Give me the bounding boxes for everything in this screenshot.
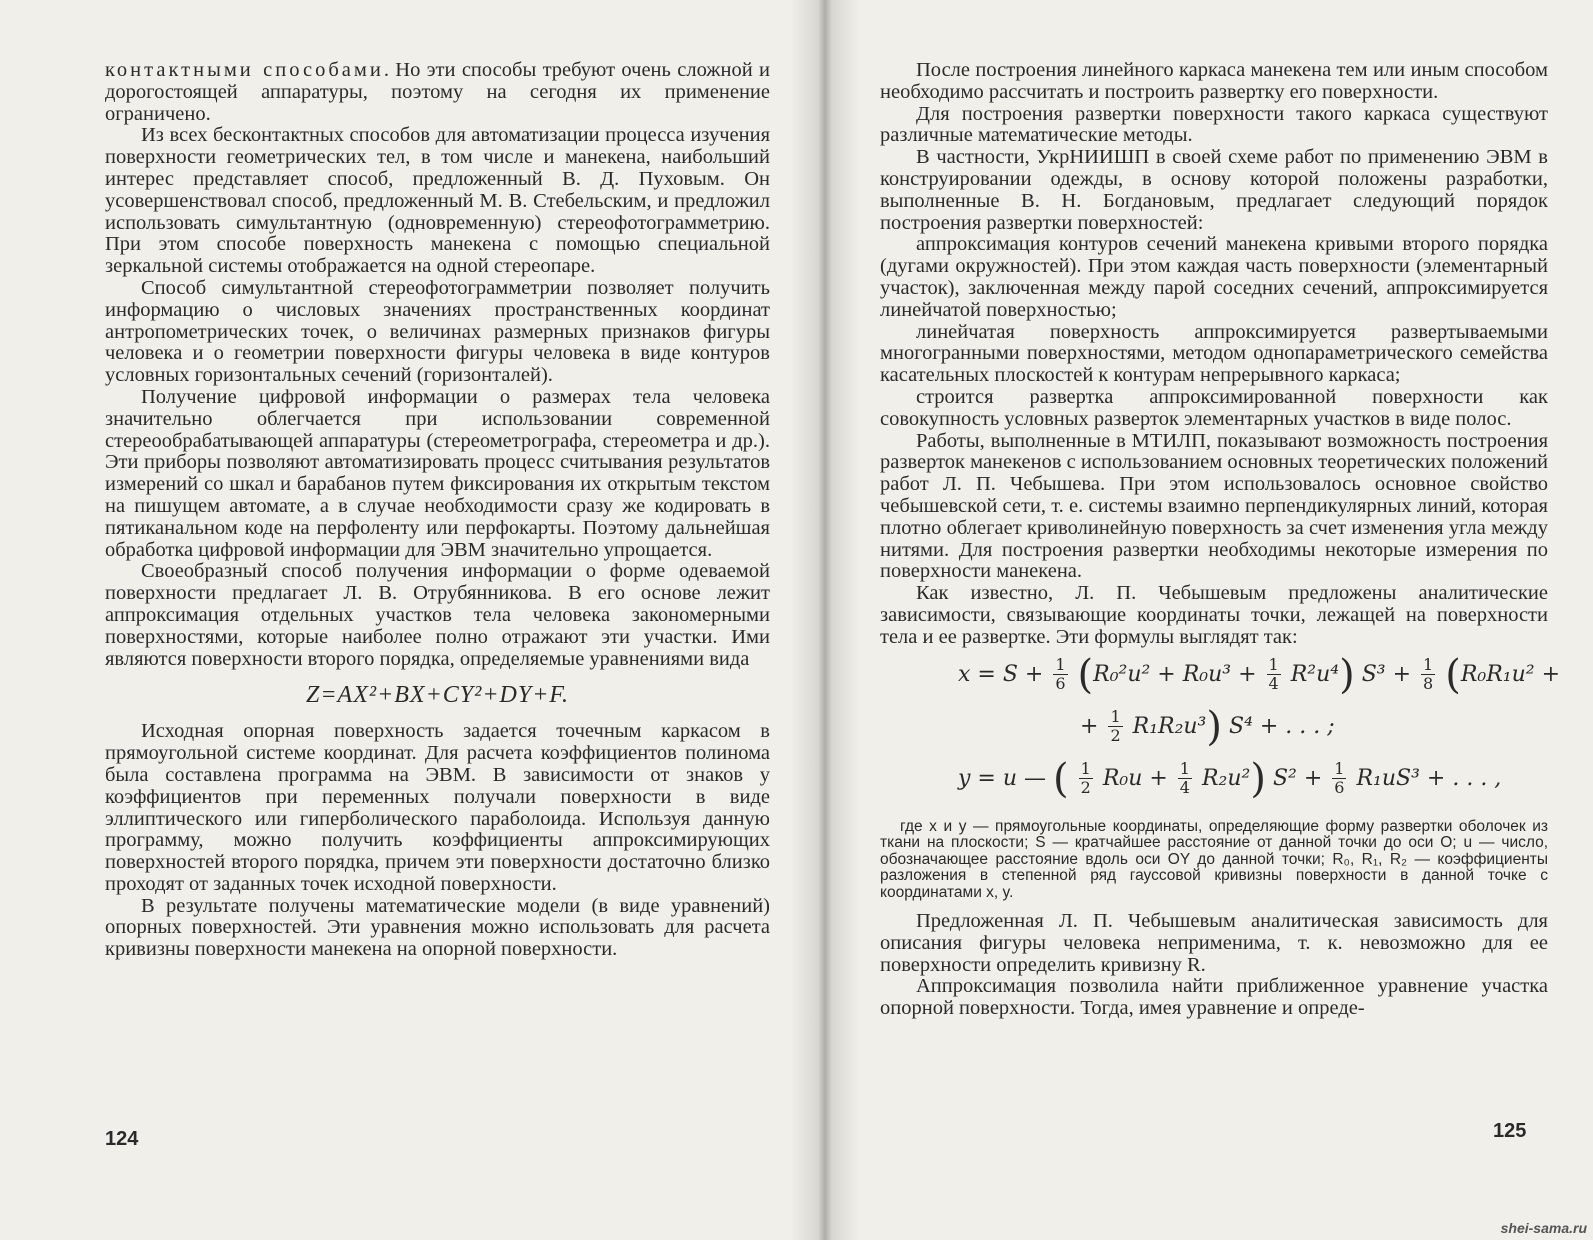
paren: ) (1339, 651, 1355, 698)
formula-line-x-continued (880, 703, 1548, 759)
formula-text: + (1080, 713, 1099, 739)
fraction-denominator: 6 (1055, 674, 1066, 694)
paragraph: После построения линейного каркаса манекена тем или иным способом необходимо рассчитать и построить развертку его поверхности. (880, 59, 1548, 103)
paragraph: Как известно, Л. П. Чебышевым предложены аналитические зависимости, связывающие координаты точки, лежащей на поверхности тела и ее развертке. Эти формулы выглядят так: (880, 582, 1548, 648)
fraction-numerator: 1 (1268, 655, 1279, 675)
fraction-denominator: 2 (1110, 726, 1121, 746)
paren: ( (1053, 755, 1069, 802)
formula-text: R₁R₂u³ (1132, 713, 1207, 739)
formula-line-y (880, 755, 1548, 811)
fraction-denominator: 4 (1179, 778, 1190, 798)
fraction-denominator: 4 (1268, 674, 1279, 694)
paragraph: В частности, УкрНИИШП в своей схеме работ по применению ЭВМ в конструировании одежды, в основу которой положены разработки, выполненные В. Н. Богдановым, предлагает следующий порядок построения развертки поверхностей: (880, 146, 1548, 234)
paragraph: Для построения развертки поверхности такого каркаса существуют различные математические методы. (880, 102, 1548, 147)
book-gutter (790, 0, 860, 1240)
paragraph: аппроксимация контуров сечений манекена кривыми второго порядка (дугами окружностей). При этом каждая часть поверхности (элементарный участок), заключенная между парой соседних сечений, аппроксимируется линейчатой поверхностью; (880, 233, 1548, 321)
chebyshev-formulas (880, 651, 1561, 811)
fraction-numerator: 1 (1110, 707, 1121, 727)
formula-text: S² + (1272, 765, 1323, 791)
formula-text: R²u⁴ (1290, 661, 1340, 687)
fraction (1079, 760, 1093, 797)
fraction (1108, 708, 1122, 745)
paragraph: строится развертка аппроксимированной поверхности как совокупность условных разверток элементарных участков в виде полос. (880, 385, 1548, 430)
spaced-lead: контактными способами (105, 59, 384, 81)
page-number-left: 124 (105, 1128, 139, 1150)
paragraph: Своеобразный способ получения информации о форме одеваемой поверхности предлагает Л. В. Отрубянникова. В его основе лежит аппроксимация отдельных участков тела человека закономерными поверхностями, которые наиболее полно отражают эти участки. Ими являются поверхности второго порядка, определяемые уравнениями вида (105, 560, 770, 670)
fraction-numerator: 1 (1423, 655, 1434, 675)
paragraph: Способ симультантной стереофотограмметрии позволяет получить информацию о числовых значениях пространственных координат антропометрических точек, о величинах размерных признаков фигуры человека и о геометрии поверхности фигуры человека в виде контуров условных горизонтальных сечений (горизонталей). (105, 276, 770, 387)
formula-text: R₀u + (1102, 765, 1168, 791)
paren: ( (1445, 651, 1461, 698)
page-number-right: 125 (1493, 1120, 1527, 1142)
paragraph: линейчатая поверхность аппроксимируется развертываемыми многогранными поверхностями, методом однопараметрического семейства касательных плоскостей к контурам непрерывного каркаса; (880, 320, 1548, 387)
formula-line-x (880, 651, 1561, 707)
paren: ) (1250, 755, 1266, 802)
equation: Z=AX²+BX+CY²+DY+F. (306, 682, 569, 709)
paragraph: В результате получены математические модели (в виде уравнений) опорных поверхностей. Эти уравнения можно использовать для расчета кривизны поверхности манекена на опорной поверхности. (105, 894, 770, 961)
paragraph-text: . Но эти способы требуют очень сложной и дорогостоящей аппаратуры, поэтому на сегодня их применение ограничено. (105, 59, 771, 125)
fraction-denominator: 6 (1334, 778, 1345, 798)
fraction (1178, 760, 1192, 797)
paragraph: Аппроксимация позволила найти приближенное уравнение участка опорной поверхности. Тогда, имея уравнение и опреде- (880, 975, 1548, 1020)
formula-text: R₂u² (1201, 765, 1251, 791)
paragraph (105, 60, 770, 125)
footnote: где x и y — прямоугольные координаты, определяющие форму развертки оболочек из ткани на плоскости; S — кратчайшее расстояние от данной точки до оси O; u — число, обозначающее расстояние вдоль оси OY до данной точки; R₀, R₁, R₂ — коэффициенты разложения в степенной ряд гауссовой кривизны поверхности в данной точке с координатами x, y. (880, 817, 1548, 901)
fraction-numerator: 1 (1055, 655, 1066, 675)
formula-text: R₁uS³ + . . . , (1356, 765, 1502, 791)
fraction (1053, 656, 1067, 693)
paren: ) (1206, 703, 1222, 750)
left-page (105, 60, 770, 961)
fraction-denominator: 8 (1423, 674, 1434, 694)
fraction-numerator: 1 (1080, 759, 1091, 779)
formula-text: x = S + (958, 661, 1044, 687)
fraction-numerator: 1 (1179, 759, 1190, 779)
fraction (1332, 760, 1346, 797)
fraction-denominator: 2 (1080, 778, 1091, 798)
paragraph: Исходная опорная поверхность задается точечным каркасом в прямоугольной системе координат. Для расчета коэффициентов полинома была составлена программа на ЭВМ. В зависимости от знаков у коэффициентов при переменных получали поверхности в виде эллиптического или гиперболического параболоида. Используя данную программу, можно получить коэффициенты аппроксимирующих поверхностей второго порядка, причем эти поверхности достаточно близко проходят от заданных точек исходной поверхности. (105, 720, 770, 895)
right-page (880, 59, 1561, 1020)
paragraph: Получение цифровой информации о размерах тела человека значительно облегчается при использовании современной стереообрабатывающей аппаратуры (стереометрографа, стереометра и др.). Эти приборы позволяют автоматизировать процесс считывания результатов измерений со шкал и барабанов путем фиксирования их открытым текстом на пишущем автомате, а в случае необходимости сразу же кодировать в пятиканальном коде на перфоленту или перфокарты. Поэтому дальнейшая обработка цифровой информации для ЭВМ значительно упрощается. (105, 385, 770, 561)
watermark: shei-sama.ru (1500, 1220, 1587, 1236)
formula-text: R₀²u² + R₀u³ + (1093, 661, 1257, 687)
formula-text: R₀R₁u² + (1460, 661, 1561, 687)
paragraph: Работы, выполненные в МТИЛП, показывают возможность построения разверток манекенов с использованием основных теоретических положений работ Л. П. Чебышева. При этом использовалось основное свойство чебышевской сети, т. е. системы взаимно перпендикулярных линий, которая плотно облегает криволинейную поверхность за счет изменения угла между нитями. Для построения развертки необходимы некоторые измерения по поверхности манекена. (880, 429, 1548, 583)
paragraph: Из всех бесконтактных способов для автоматизации процесса изучения поверхности геометрических тел, в том числе и манекена, наибольший интерес представляет способ, предложенный В. Д. Пуховым. Он усовершенствовал способ, предложенный М. В. Стебельским, и предложил использовать симультантную (одновременную) стереофотограмметрию. При этом способе поверхность манекена с помощью специальной зеркальной системы отображается на одной стереопаре. (105, 124, 770, 278)
formula-text: S³ + (1361, 661, 1412, 687)
formula-text: y = u — (958, 765, 1047, 791)
paren: ( (1077, 651, 1094, 698)
fraction (1421, 656, 1435, 693)
fraction (1267, 656, 1281, 693)
fraction-numerator: 1 (1334, 759, 1345, 779)
formula-text: S⁴ + . . . ; (1229, 713, 1335, 739)
paragraph: Предложенная Л. П. Чебышевым аналитическая зависимость для описания фигуры человека неприменима, т. к. невозможно для ее поверхности определить кривизну R. (880, 910, 1548, 976)
